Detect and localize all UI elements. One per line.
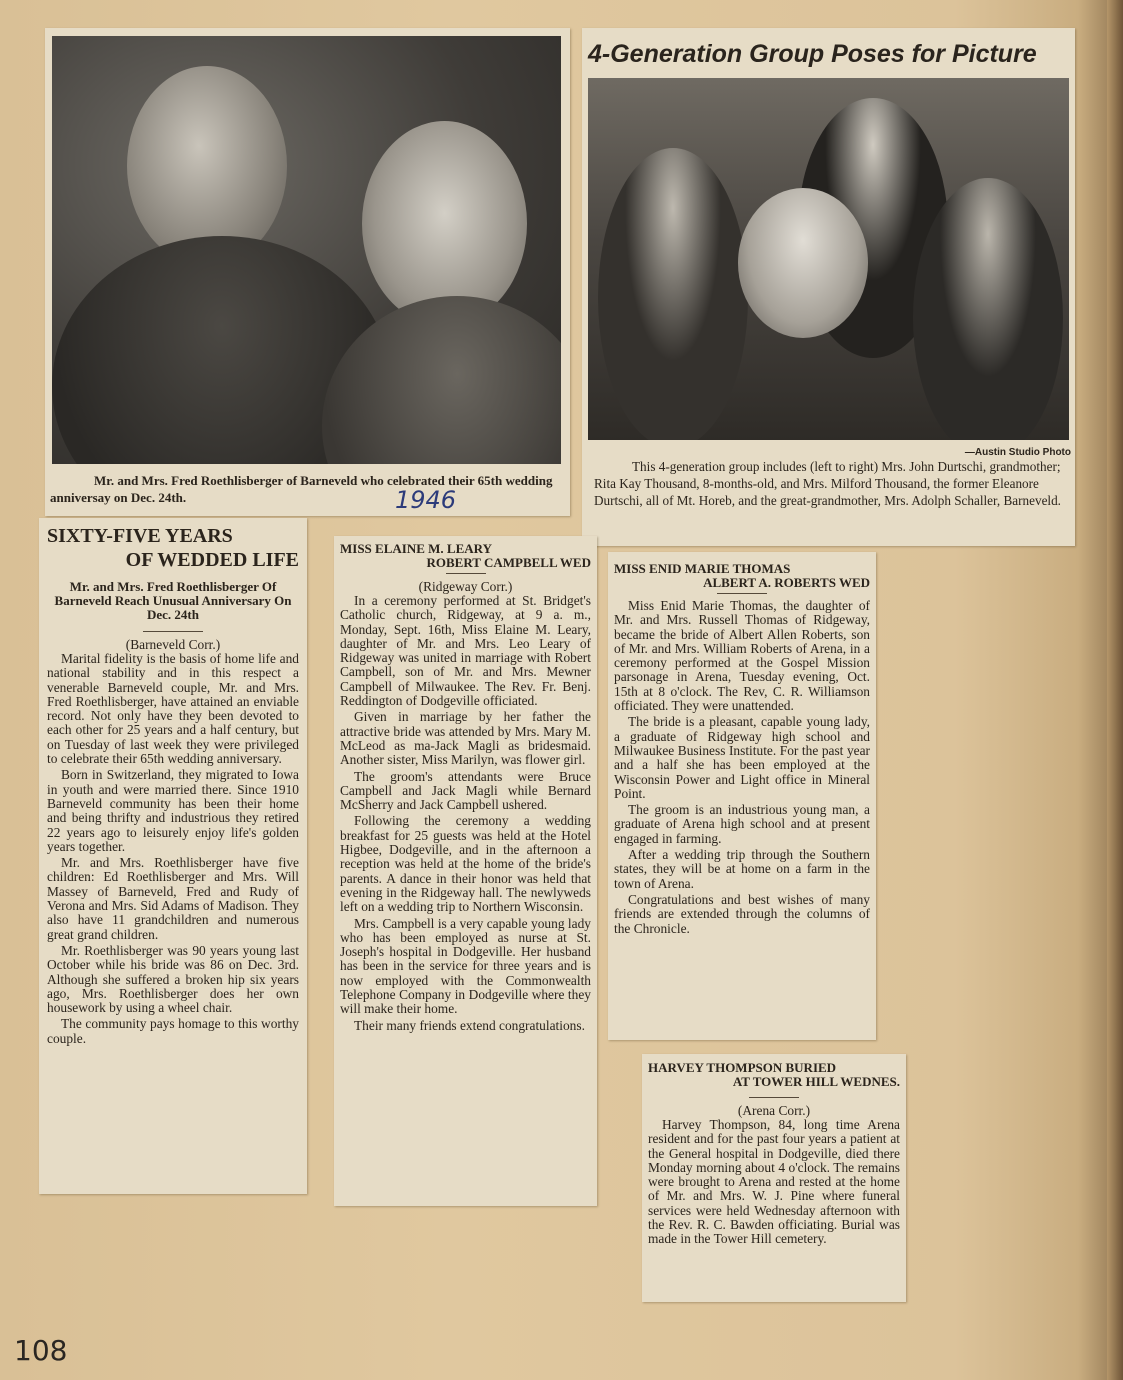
article2-paragraph: Following the ceremony a wedding breakfast for 25 guests was held at the Hotel Higbee, Dodgeville, and in the afternoon a reception was held at the home of the bride's parents. A dance in their honor was held that evening in the Ridgeway hall. The newlyweds left on a wedding trip to Northern Wisconsin. — [340, 813, 591, 915]
article1-correspondent: (Barneveld Corr.) — [125, 637, 221, 652]
page-number: 108 — [14, 1334, 68, 1367]
article-thomas-roberts — [608, 552, 876, 1040]
article-leary-campbell — [334, 536, 597, 1206]
handwritten-year: 1946 — [395, 486, 457, 514]
divider — [446, 573, 486, 574]
article3-paragraph: After a wedding trip through the Southern states, they will be at home on a farm in the town of Arena. — [614, 847, 870, 891]
photo2-caption: This 4-generation group includes (left to right) Mrs. John Durtschi, grandmother; Rita Kay Thousand, 8-months-old, and Mrs. Milford Thousand, the former Eleanore Durtschi, all of Mt. Horeb, and the great-grandmother, Mrs. Adolph Schaller, Barneveld. — [594, 459, 1061, 508]
woman-head — [362, 121, 527, 326]
article2-title-line1: MISS ELAINE M. LEARY — [340, 541, 492, 556]
article2-body — [340, 594, 591, 1033]
article2-correspondent: (Ridgeway Corr.) — [418, 579, 513, 594]
group-photo — [588, 78, 1069, 440]
photo1-caption: Mr. and Mrs. Fred Roethlisberger of Barneveld who celebrated their 65th wedding anniversay on Dec. 24th. — [50, 473, 553, 505]
baby-figure — [738, 188, 868, 338]
article2-paragraph: Their many friends extend congratulations. — [354, 1017, 585, 1033]
article-sixty-five-years — [39, 518, 307, 1194]
article2-title-line2: ROBERT CAMPBELL WED — [426, 555, 591, 570]
article3-title-line2: ALBERT A. ROBERTS WED — [703, 575, 870, 590]
article1-title-line2: OF WEDDED LIFE — [125, 549, 299, 571]
article2-title — [340, 542, 591, 570]
clipping-anniversary-photo — [45, 28, 570, 516]
article2-paragraph: In a ceremony performed at St. Bridget's Catholic church, Ridgeway, at 9 a. m., Monday, Sept. 16th, Miss Elaine M. Leary, daughter of Mr. and Mrs. Leo Leary of Ridgeway was united in marriage with Robert Campbell, son of Mr. and Mrs. Mewner Campbell of Milwaukee. The Rev. Fr. Benj. Reddington of Dodgeville officiated. — [340, 593, 591, 709]
article1-paragraph: Marital fidelity is the basis of home life and national stability and in this respect a venerable Barneveld couple, Mr. and Mrs. Fred Roethlisberger, have attained an enviable record. Not only have they been devoted to each other for 25 years and a half century, but on Tuesday of last week they were privileged to celebrate their 65th wedding anniversary. — [47, 651, 299, 767]
clipping-four-generation — [582, 28, 1075, 546]
article4-title — [648, 1061, 900, 1089]
article1-title — [47, 524, 299, 572]
portrait-photo — [52, 36, 561, 464]
article1-paragraph: The community pays homage to this worthy couple. — [47, 1016, 299, 1046]
article3-paragraph: The groom is an industrious young man, a graduate of Arena high school and at present engaged in farming. — [614, 802, 870, 846]
article2-paragraph: The groom's attendants were Bruce Campbell and Jack Magli while Bernard McSherry and Jack Campbell ushered. — [340, 768, 591, 813]
article1-paragraph: Born in Switzerland, they migrated to Iowa in youth and were married there. Since 1910 Barneveld community has been their home and being thrifty and industrious they retired 22 years ago to leisurely enjoy life's golden years together. — [47, 767, 299, 854]
article3-title-line1: MISS ENID MARIE THOMAS — [614, 561, 791, 576]
article3-body — [614, 599, 870, 936]
divider — [143, 631, 203, 632]
article3-title — [614, 562, 870, 590]
article3-paragraph: The bride is a pleasant, capable young lady, a graduate of Ridgeway high school and Milwaukee Business Institute. For the past year and a half she has been employed at the Wisconsin Power and Light office in Mineral Point. — [614, 714, 870, 801]
article2-paragraph: Given in marriage by her father the attractive bride was attended by Mrs. Mary M. McLeod as ma-Jack Magli as bridesmaid. Another sister, Miss Marilyn, was flower girl. — [340, 709, 591, 768]
article1-subhead: Mr. and Mrs. Fred Roethlisberger Of Barneveld Reach Unusual Anniversary On Dec. 24th — [54, 579, 292, 622]
article3-paragraph: Congratulations and best wishes of many friends are extended through the columns of the Chronicle. — [614, 891, 870, 936]
article3-paragraph: Miss Enid Marie Thomas, the daughter of Mr. and Mrs. Russell Thomas of Ridgeway, became the bride of Albert Allen Roberts, son of Mr. and Mrs. William Roberts of Arena, in a ceremony performed at the Gospel Mission parsonage in Arena, Tuesday evening, Oct. 15th at 8 o'clock. The Rev, C. R. Williamson officiated. They were unattended. — [614, 598, 870, 714]
divider — [749, 1097, 799, 1098]
article4-body — [648, 1118, 900, 1247]
divider — [717, 593, 767, 594]
article4-title-line2: AT TOWER HILL WEDNES. — [732, 1074, 900, 1089]
great-grandmother-figure — [913, 178, 1063, 440]
article2-paragraph: Mrs. Campbell is a very capable young lady who has been employed as nurse at St. Joseph's hospital in Dodgeville. Her husband has been in the service for three years and is now employed with the Commonwealth Telephone Company in Dodgeville where they will make their home. — [340, 915, 591, 1017]
article4-title-line1: HARVEY THOMPSON BURIED — [648, 1060, 837, 1075]
article4-correspondent: (Arena Corr.) — [737, 1103, 811, 1118]
article1-paragraph: Mr. Roethlisberger was 90 years young last October while his bride was 86 on Dec. 3rd. Although she suffered a broken hip six years ago, Mrs. Roethlisberger does her own housework by using a wheel chair. — [47, 942, 299, 1016]
photo2-title: 4-Generation Group Poses for Picture — [588, 40, 1037, 68]
grandmother-figure — [598, 148, 748, 440]
book-binding — [1107, 0, 1123, 1380]
article-harvey-thompson — [642, 1054, 906, 1302]
article1-body — [47, 652, 299, 1046]
article1-title-line1: SIXTY-FIVE YEARS — [47, 525, 233, 547]
photo-credit: —Austin Studio Photo — [964, 447, 1071, 458]
article4-paragraph: Harvey Thompson, 84, long time Arena resident and for the past four years a patient at the General hospital in Dodgeville, died there Monday morning about 4 o'clock. The remains were brought to Arena and rested at the home of Mr. and Mrs. W. J. Pine where funeral services were held Wednesday afternoon with the Rev. R. C. Bawden officiating. Burial was made in the Tower Hill cemetery. — [648, 1117, 900, 1247]
article1-paragraph: Mr. and Mrs. Roethlisberger have five children: Ed Roethlisberger and Mrs. Will Massey of Barneveld, Fred and Rudy of Verona and Mrs. Sid Adams of Madison. They also have 11 grandchildren and numerous great grand children. — [47, 855, 299, 942]
